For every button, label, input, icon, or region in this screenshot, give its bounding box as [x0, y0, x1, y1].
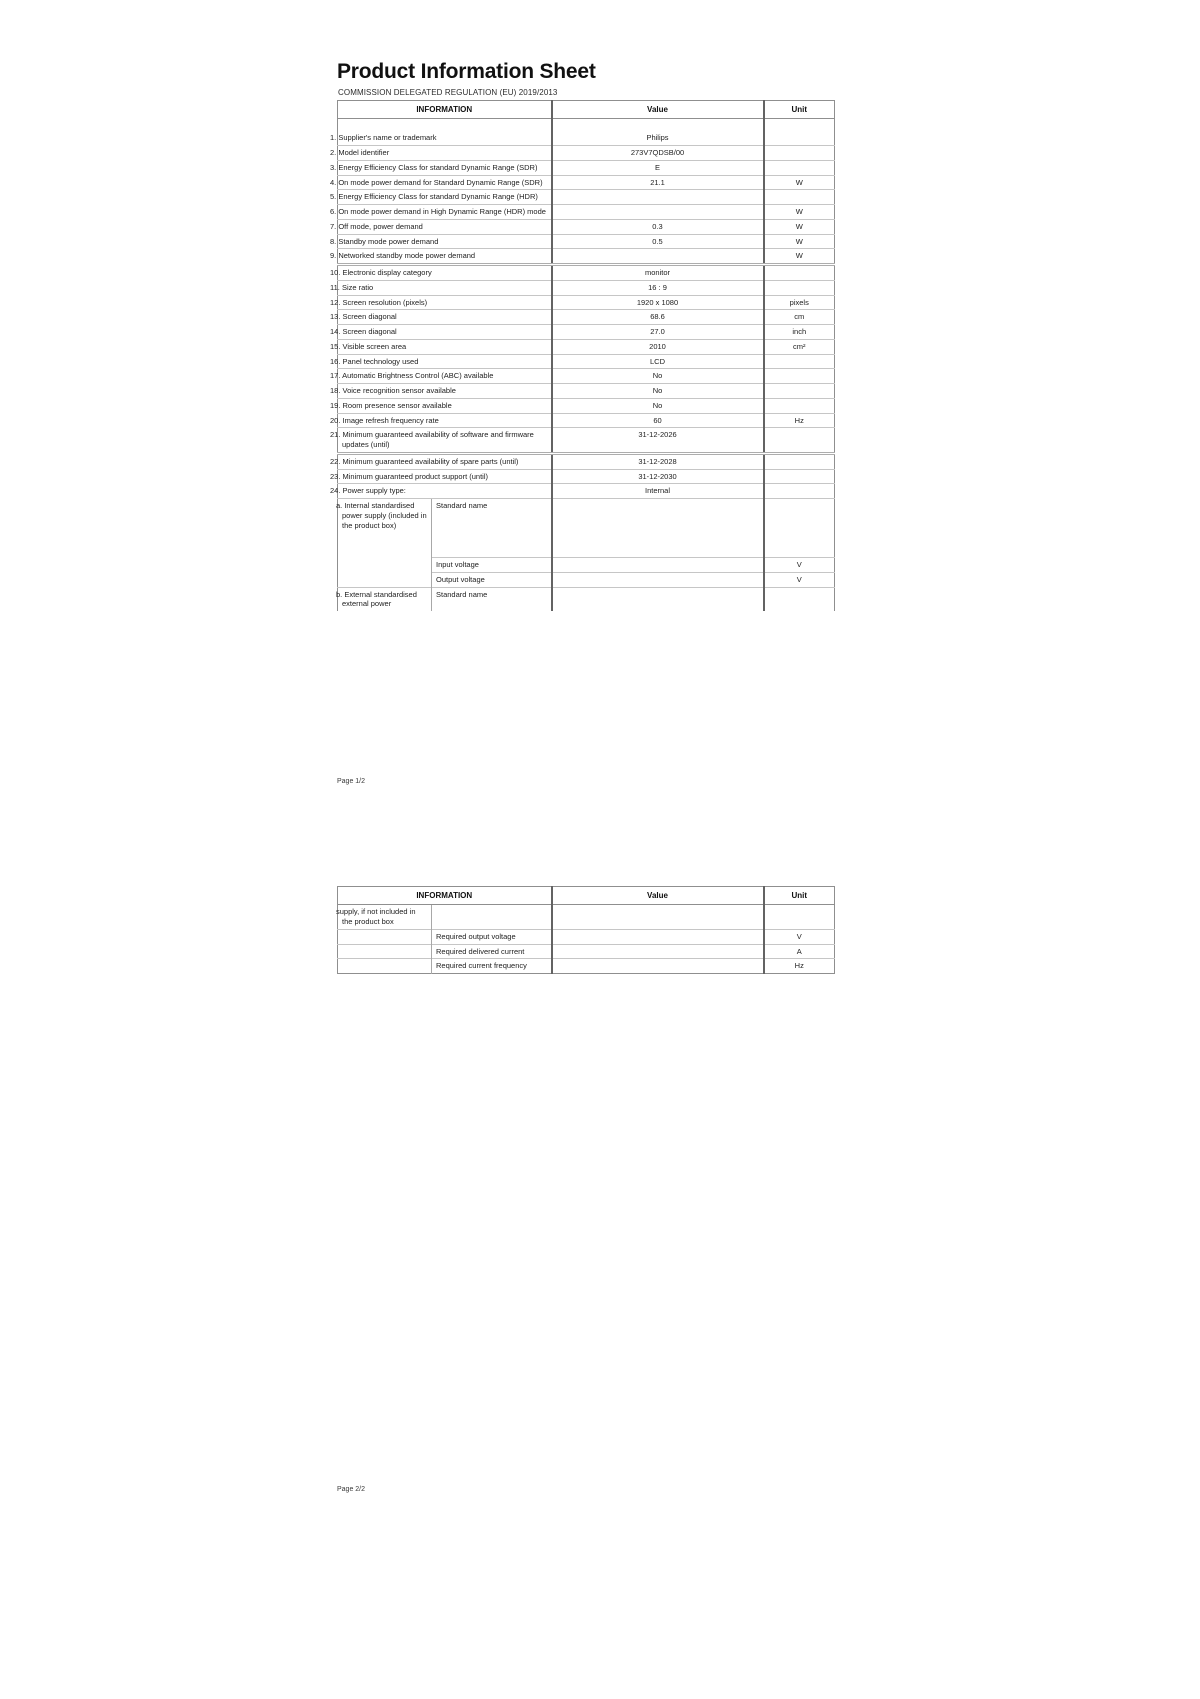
- value-cell: 2010: [552, 339, 764, 354]
- table-row: [338, 428, 835, 454]
- info-cell: 15. Visible screen area: [338, 339, 552, 354]
- unit-cell: [764, 484, 835, 499]
- info-cell: 17. Automatic Brightness Control (ABC) available: [338, 369, 552, 384]
- unit-cell: [764, 905, 835, 930]
- column-header-unit: Unit: [764, 101, 835, 119]
- info-cell: 24. Power supply type:: [338, 484, 552, 499]
- column-header-information: INFORMATION: [338, 101, 552, 119]
- table-row: [338, 190, 835, 205]
- column-header-information: INFORMATION: [338, 887, 552, 905]
- unit-cell: [764, 453, 835, 469]
- table-row: [338, 369, 835, 384]
- info-subgroup-cell: b. External standardised external power: [338, 587, 432, 611]
- info-subgroup-cell: [338, 959, 432, 974]
- column-header-value: Value: [552, 101, 764, 119]
- table-row: [338, 295, 835, 310]
- value-cell: monitor: [552, 265, 764, 281]
- info-subitem-cell: [432, 905, 552, 930]
- table-row: [338, 280, 835, 295]
- value-cell: 31-12-2028: [552, 453, 764, 469]
- unit-cell: [764, 146, 835, 161]
- table-row: [338, 339, 835, 354]
- value-cell: 16 : 9: [552, 280, 764, 295]
- info-subitem-cell: Input voltage: [432, 558, 552, 573]
- unit-cell: W: [764, 249, 835, 265]
- value-cell: 0.3: [552, 219, 764, 234]
- value-cell: [552, 587, 764, 611]
- table-row: [338, 234, 835, 249]
- value-cell: [552, 929, 764, 944]
- unit-cell: pixels: [764, 295, 835, 310]
- table-row: [338, 219, 835, 234]
- value-cell: [552, 944, 764, 959]
- table-row: [338, 398, 835, 413]
- table-row: [338, 205, 835, 220]
- info-subitem-cell: Required output voltage: [432, 929, 552, 944]
- value-cell: [552, 959, 764, 974]
- unit-cell: [764, 384, 835, 399]
- value-cell: 21.1: [552, 175, 764, 190]
- value-cell: LCD: [552, 354, 764, 369]
- info-cell: 14. Screen diagonal: [338, 325, 552, 340]
- info-cell: 21. Minimum guaranteed availability of software and firmware updates (until): [338, 428, 552, 454]
- table-row: [338, 905, 835, 930]
- table-header-row: [338, 101, 835, 119]
- value-cell: [552, 249, 764, 265]
- info-cell: 8. Standby mode power demand: [338, 234, 552, 249]
- unit-cell: [764, 190, 835, 205]
- info-subgroup-cell: [338, 944, 432, 959]
- unit-cell: V: [764, 572, 835, 587]
- unit-cell: W: [764, 175, 835, 190]
- unit-cell: [764, 398, 835, 413]
- value-cell: [552, 499, 764, 558]
- info-cell: 12. Screen resolution (pixels): [338, 295, 552, 310]
- info-cell: 10. Electronic display category: [338, 265, 552, 281]
- value-cell: [552, 190, 764, 205]
- table-row: [338, 929, 835, 944]
- info-subitem-cell: Required delivered current: [432, 944, 552, 959]
- value-cell: 60: [552, 413, 764, 428]
- info-cell: 11. Size ratio: [338, 280, 552, 295]
- table-row: [338, 499, 835, 558]
- info-subitem-cell: Standard name: [432, 587, 552, 611]
- table-row: [338, 384, 835, 399]
- unit-cell: [764, 469, 835, 484]
- value-cell: No: [552, 369, 764, 384]
- table-row: [338, 160, 835, 175]
- table-row: [338, 310, 835, 325]
- value-cell: [552, 558, 764, 573]
- info-subgroup-cell: a. Internal standardised power supply (included in the product box): [338, 499, 432, 588]
- value-cell: 31-12-2030: [552, 469, 764, 484]
- unit-cell: [764, 119, 835, 146]
- unit-cell: cm²: [764, 339, 835, 354]
- regulation-subtitle: COMMISSION DELEGATED REGULATION (EU) 2019/2013: [338, 88, 558, 97]
- info-cell: 1. Supplier's name or trademark: [330, 133, 437, 143]
- unit-cell: [764, 160, 835, 175]
- value-cell: [552, 205, 764, 220]
- info-subgroup-cell: [338, 929, 432, 944]
- info-cell: 3. Energy Efficiency Class for standard Dynamic Range (SDR): [338, 160, 552, 175]
- table-row: [338, 959, 835, 974]
- unit-cell: [764, 369, 835, 384]
- product-info-table-page2: [337, 886, 835, 974]
- table-row: [338, 413, 835, 428]
- info-cell: 2. Model identifier: [338, 146, 552, 161]
- unit-cell: W: [764, 234, 835, 249]
- value-cell: 0.5: [552, 234, 764, 249]
- table-row: [338, 119, 835, 146]
- info-cell: 20. Image refresh frequency rate: [338, 413, 552, 428]
- column-header-unit: Unit: [764, 887, 835, 905]
- unit-cell: inch: [764, 325, 835, 340]
- unit-cell: [764, 428, 835, 454]
- table-row: [338, 944, 835, 959]
- info-subitem-cell: Standard name: [432, 499, 552, 558]
- unit-cell: V: [764, 558, 835, 573]
- info-cell: 23. Minimum guaranteed product support (until): [338, 469, 552, 484]
- value-cell: E: [552, 160, 764, 175]
- info-cell: 18. Voice recognition sensor available: [338, 384, 552, 399]
- table-row: [338, 325, 835, 340]
- table-row: [338, 175, 835, 190]
- info-cell: 6. On mode power demand in High Dynamic Range (HDR) mode: [338, 205, 552, 220]
- unit-cell: V: [764, 929, 835, 944]
- info-cell: 22. Minimum guaranteed availability of spare parts (until): [338, 453, 552, 469]
- table-row: [338, 484, 835, 499]
- info-cell: 16. Panel technology used: [338, 354, 552, 369]
- value-cell: Philips: [552, 119, 764, 146]
- value-cell: 31-12-2026: [552, 428, 764, 454]
- info-cell: 9. Networked standby mode power demand: [338, 249, 552, 265]
- unit-cell: [764, 265, 835, 281]
- info-cell: 7. Off mode, power demand: [338, 219, 552, 234]
- column-header-value: Value: [552, 887, 764, 905]
- table-header-row: [338, 887, 835, 905]
- unit-cell: A: [764, 944, 835, 959]
- info-subitem-cell: Output voltage: [432, 572, 552, 587]
- info-cell: 4. On mode power demand for Standard Dynamic Range (SDR): [338, 175, 552, 190]
- value-cell: 1920 x 1080: [552, 295, 764, 310]
- unit-cell: W: [764, 205, 835, 220]
- table-row: [338, 146, 835, 161]
- page-number-label: Page 2/2: [337, 1486, 366, 1493]
- value-cell: Internal: [552, 484, 764, 499]
- table-row: [338, 469, 835, 484]
- info-subitem-cell: Required current frequency: [432, 959, 552, 974]
- table-row: [338, 587, 835, 611]
- value-cell: [552, 905, 764, 930]
- info-cell: 5. Energy Efficiency Class for standard Dynamic Range (HDR): [338, 190, 552, 205]
- page-number-label: Page 1/2: [337, 778, 366, 785]
- value-cell: No: [552, 398, 764, 413]
- unit-cell: Hz: [764, 959, 835, 974]
- product-information-sheet: [330, 60, 834, 611]
- value-cell: 273V7QDSB/00: [552, 146, 764, 161]
- table-row: [338, 354, 835, 369]
- unit-cell: Hz: [764, 413, 835, 428]
- value-cell: 68.6: [552, 310, 764, 325]
- page2-section: [337, 886, 834, 974]
- info-cell: 13. Screen diagonal: [338, 310, 552, 325]
- unit-cell: W: [764, 219, 835, 234]
- table-row: [338, 453, 835, 469]
- unit-cell: [764, 499, 835, 558]
- page-title: Product Information Sheet: [337, 60, 596, 83]
- unit-cell: [764, 587, 835, 611]
- value-cell: 27.0: [552, 325, 764, 340]
- product-info-table-page1: [330, 100, 835, 611]
- value-cell: [552, 572, 764, 587]
- unit-cell: [764, 280, 835, 295]
- value-cell: No: [552, 384, 764, 399]
- info-subgroup-cell: supply, if not included in the product box: [336, 907, 416, 927]
- unit-cell: [764, 354, 835, 369]
- table-row: [338, 249, 835, 265]
- unit-cell: cm: [764, 310, 835, 325]
- info-cell: 19. Room presence sensor available: [338, 398, 552, 413]
- table-row: [338, 265, 835, 281]
